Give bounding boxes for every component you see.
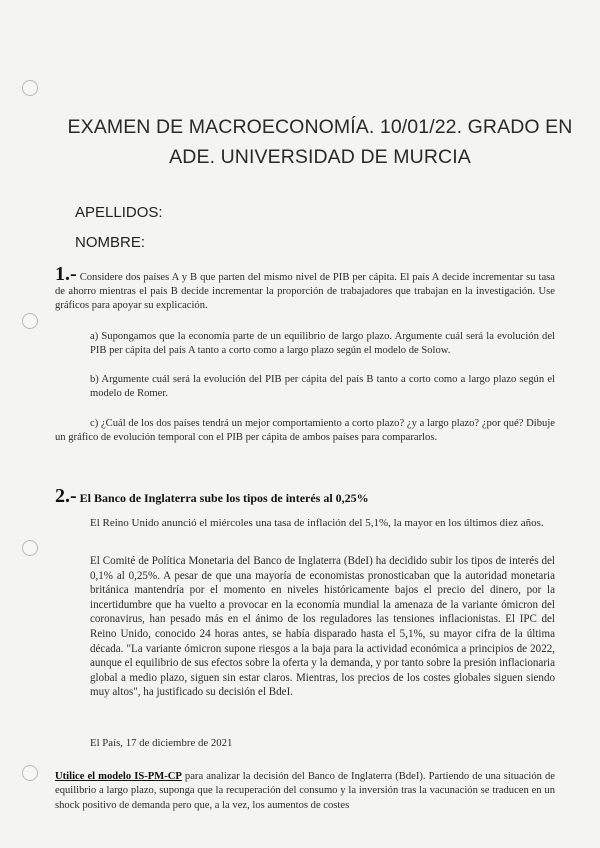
- question1-part-c: c) ¿Cuál de los dos países tendrá un mejor comportamiento a corto plazo? ¿y a largo plazo? ¿por qué? Dibuje un gráfico de evolución temporal con el PIB per cápita de ambos países para compararlos.: [55, 418, 555, 444]
- exam-title-line1: EXAMEN DE MACROECONOMÍA. 10/01/22. GRADO EN: [67, 116, 573, 138]
- question1-intro-text: Considere dos países A y B que parten del mismo nivel de PIB per cápita. El país A decide incrementar su tasa de ahorro mientras el país B decide incrementar la proporción de trabajadores que trabajan en la investigación. Use gráficos para apoyar su explicación.: [55, 272, 555, 312]
- news-body: El Comité de Política Monetaria del Banco de Inglaterra (BdeI) ha decidido subir los tipos de interés del 0,1% al 0,25%. A pesar de que una mayoría de economistas pronosticaban que la autoridad monetaria británica mantendría por el momento en niveles históricamente bajos el precio del dinero, por la incertidumbre que ha vuelto a provocar en la economía mundial la amenaza de la variante ómicron del coronavirus, han pesado más en el ánimo de los reguladores las tensiones inflacionistas. El IPC del Reino Unido, conocido 24 horas antes, se había disparado hasta el 5,1%, su mayor cifra de la última década. "La variante ómicron supone riesgos a la baja para la actividad económica a principios de 2022, aunque el equilibrio de sus efectos sobre la oferta y la demanda, y por tanto sobre la presión inflacionaria global a medio plazo, siguen sin estar claros. Mientras, los precios de los costes globales siguen siendo muy altos", ha justificado su decisión el BdeI.: [90, 555, 555, 699]
- news-source: El País, 17 de diciembre de 2021: [90, 737, 233, 749]
- punch-hole-middle: [22, 313, 38, 329]
- instruction-text: para analizar la decisión del Banco de Inglaterra (BdeI). Partiendo de una situación de equilibrio a largo plazo, suponga que la recuperación del consumo y la inversión tras la vacunación se traducen en un shock positivo de demanda pero que, a la vez, los aumentos de costes: [55, 771, 555, 811]
- name-label: NOMBRE:: [75, 234, 146, 251]
- surname-label: APELLIDOS:: [75, 204, 163, 221]
- question1-intro: [55, 263, 555, 314]
- model-instruction-bold: Utilice el modelo IS-PM-CP: [55, 771, 182, 782]
- punch-hole-lower: [22, 540, 38, 556]
- punch-hole-top: [22, 80, 38, 96]
- news-lead: El Reino Unido anunció el miércoles una tasa de inflación del 5,1%, la mayor en los últimos diez años.: [90, 517, 544, 529]
- question2-number: 2.-: [55, 485, 77, 507]
- question2-headline: El Banco de Inglaterra sube los tipos de interés al 0,25%: [79, 491, 369, 505]
- question1-number: 1.-: [55, 263, 77, 285]
- question2-heading: [55, 485, 369, 508]
- question1-part-b: b) Argumente cuál será la evolución del PIB per cápita del país B tanto a corto como a largo plazo según el modelo de Romer.: [90, 374, 555, 400]
- punch-hole-bottom: [22, 765, 38, 781]
- question2-instruction: [55, 770, 555, 813]
- question1-part-a: a) Supongamos que la economía parte de un equilibrio de largo plazo. Argumente cuál será la evolución del PIB per cápita del país A tanto a corto como a largo plazo según el modelo de Solow.: [90, 331, 555, 357]
- exam-title-line2: ADE. UNIVERSIDAD DE MURCIA: [169, 146, 471, 168]
